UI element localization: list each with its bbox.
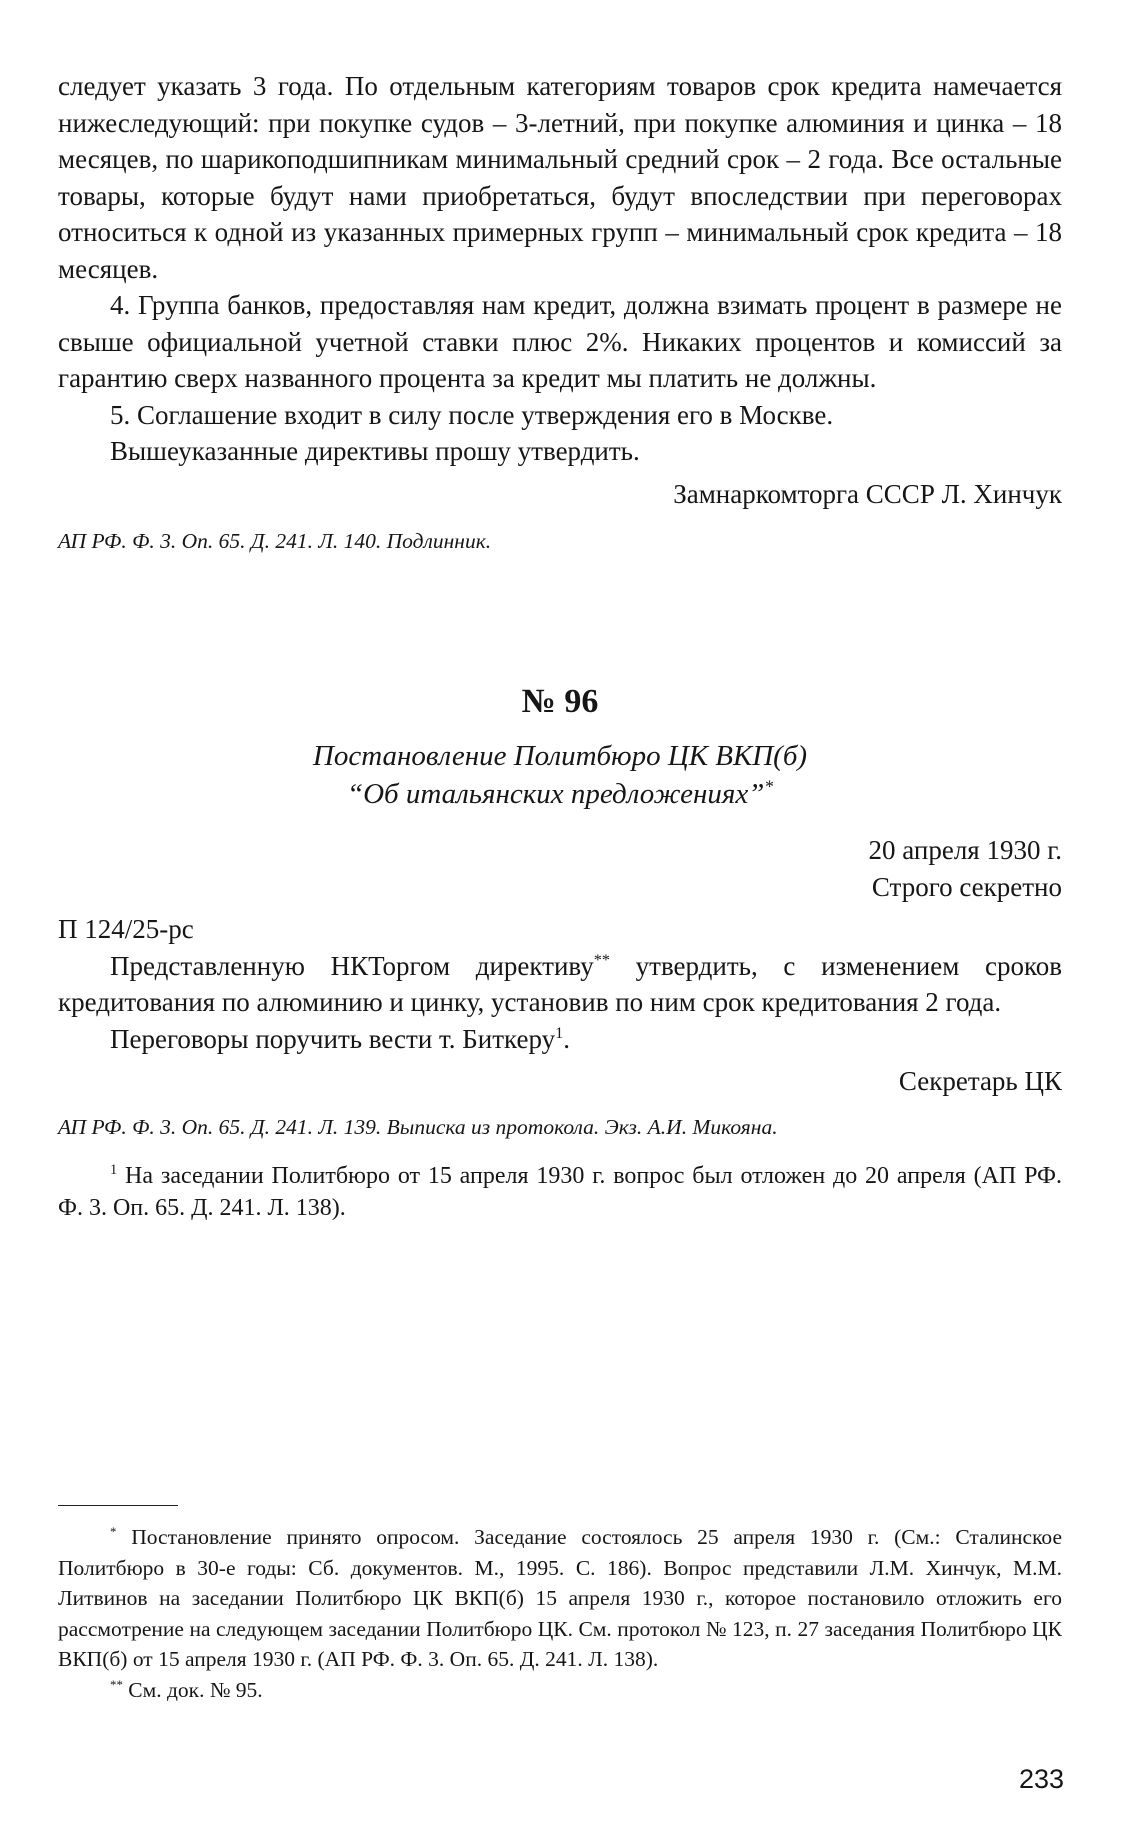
classification-stamp: Строго секретно (871, 871, 1062, 902)
document-title-line-2 (58, 775, 1062, 813)
note-1-marker: 1 (555, 1023, 564, 1042)
document-96-body (58, 832, 1062, 1224)
document-96-heading (58, 684, 1062, 813)
endnote-1-text: На заседании Политбюро от 15 апреля 1930 г. вопрос был отложен до 20 апреля (АП РФ. Ф. 3. Оп. 65. Д. 241. Л. 138). (58, 1162, 1062, 1221)
footnote-star-text: Постановление принято опросом. Заседание состоялось 25 апреля 1930 г. (См.: Сталинское Политбюро в 30-е годы: Сб. документов. М., 1995. С. 186). Вопрос представили Л.М. Хинчук, М.М. Литвинов на заседании Политбюро ЦК ВКП(б) 15 апреля 1930 г., которое постановило отложить его рассмотрение на следующем заседании Политбюро ЦК. См. протокол № 123, п. 27 заседания Политбюро ЦК ВКП(б) от 15 апреля 1930 г. (АП РФ. Ф. 3. Оп. 65. Д. 241. Л. 138). (58, 1525, 1062, 1671)
endnote-1-marker: 1 (110, 1161, 118, 1178)
resolution-text-start: Представленную НКТоргом директиву (110, 950, 594, 981)
footnote-star-label: * (110, 1524, 117, 1539)
document-title-line-1: Постановление Политбюро ЦК ВКП(б) (312, 739, 808, 772)
negotiations-period: . (563, 1023, 570, 1054)
document-number: № 96 (521, 683, 599, 720)
footnote-double-star-label: ** (110, 1677, 123, 1692)
negotiations-text: Переговоры поручить вести т. Биткеру (110, 1023, 556, 1054)
directive-point-4: 4. Группа банков, предоставляя нам кредит, должна взимать процент в размере не свыше официальной учетной ставки плюс 2%. Никаких процентов и комиссий за гарантию сверх названного процента за кредит мы платить не должны. (58, 290, 1062, 393)
signature-secretary: Секретарь ЦК (898, 1066, 1062, 1096)
approval-request: Вышеуказанные директивы прошу утвердить. (110, 436, 640, 466)
document-title-text: “Об итальянских предложениях” (346, 777, 765, 810)
protocol-code: П 124/25-рс (58, 914, 194, 944)
footnote-separator (58, 1505, 178, 1506)
footnote-double-star-marker: ** (593, 950, 610, 969)
endnote-1 (58, 1160, 1062, 1224)
continuation-paragraph: следует указать 3 года. По отдельным категориям товаров срок кредита намечается нижеследующий: при покупке судов – 3-летний, при покупке алюминия и цинка – 18 месяцев, по шарикоподшипникам минимальный средний срок – 2 года. Все остальные товары, которые будут нами приобретаться, будут впоследствии при переговорах относиться к одной из указанных примерных групп – минимальный срок кредита – 18 месяцев. (58, 71, 1062, 284)
footnote-star-marker: * (764, 775, 774, 796)
footnote-double-star-text: См. док. № 95. (122, 1677, 263, 1702)
footnotes (58, 1522, 1062, 1705)
archive-reference-140: АП РФ. Ф. 3. Оп. 65. Д. 241. Л. 140. Подлинник. (58, 529, 492, 553)
resolution-paragraph (58, 948, 1062, 1021)
previous-document-continuation (58, 68, 1062, 556)
negotiations-paragraph (58, 1021, 1062, 1058)
footnote-star (58, 1522, 1062, 1675)
signature-hinchuk: Замнаркомторга СССР Л. Хинчук (673, 478, 1062, 509)
footnote-double-star (58, 1675, 1062, 1706)
document-date: 20 апреля 1930 г. (868, 835, 1062, 865)
resolution-text-end: утвердить, с изменением сроков кредитования по алюминию и цинку, установив по ним срок кредитования 2 года. (58, 950, 1062, 1017)
archive-reference-139: АП РФ. Ф. 3. Оп. 65. Д. 241. Л. 139. Выписка из протокола. Экз. А.И. Микояна. (58, 1114, 778, 1139)
directive-point-5: 5. Соглашение входит в силу после утверждения его в Москве. (110, 399, 834, 430)
page-number: 233 (1018, 1764, 1064, 1794)
